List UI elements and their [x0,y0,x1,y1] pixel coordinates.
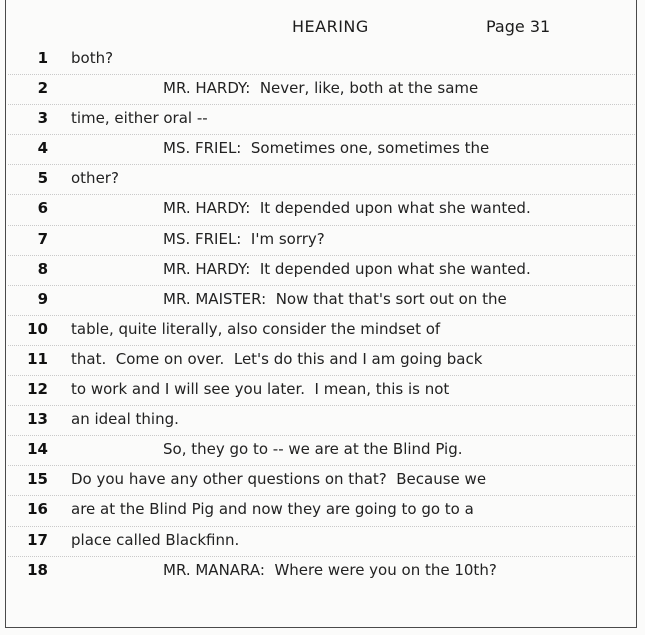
line-text: Do you have any other questions on that? Because we [71,470,487,489]
line-text: So, they go to -- we are at the Blind Pig. [163,440,463,459]
transcript-line-2 [0,76,645,106]
line-number: 11 [27,349,48,368]
line-number: 14 [27,440,48,459]
line-text: MR. MAISTER: Now that that's sort out on the [163,289,507,308]
line-text: to work and I will see you later. I mean, this is not [71,380,450,399]
line-text: table, quite literally, also consider the mindset of [71,319,441,338]
transcript-line-5 [0,166,645,196]
transcript-line-12 [0,377,645,407]
page-header [0,7,645,35]
line-number: 17 [27,530,48,549]
line-number: 8 [37,259,48,278]
transcript-line-11 [0,347,645,377]
line-number: 13 [27,410,48,429]
line-number: 5 [37,169,48,188]
line-number: 10 [27,319,48,338]
line-text: that. Come on over. Let's do this and I am going back [71,349,483,368]
transcript-line-4 [0,136,645,166]
transcript-line-3 [0,106,645,136]
line-text: MS. FRIEL: Sometimes one, sometimes the [163,139,490,158]
line-number: 18 [27,560,48,579]
line-text: place called Blackfinn. [71,530,240,549]
line-text: MS. FRIEL: I'm sorry? [163,229,325,248]
line-number: 3 [37,109,48,128]
line-number: 15 [27,470,48,489]
line-text: MR. HARDY: Never, like, both at the same [163,79,479,98]
transcript-line-1 [0,46,645,76]
transcript-line-17 [0,528,645,558]
page-title: HEARING [292,17,369,36]
transcript-line-10 [0,317,645,347]
line-number: 12 [27,380,48,399]
line-number: 9 [37,289,48,308]
line-text: MR. MANARA: Where were you on the 10th? [163,560,497,579]
transcript-line-16 [0,497,645,527]
line-number: 4 [37,139,48,158]
line-text: MR. HARDY: It depended upon what she wanted. [163,199,531,218]
transcript-line-15 [0,467,645,497]
transcript-line-9 [0,287,645,317]
line-text: are at the Blind Pig and now they are going to go to a [71,500,474,519]
transcript-line-7 [0,227,645,257]
line-text: both? [71,49,114,67]
transcript-line-6 [0,196,645,226]
transcript-lines [0,46,645,588]
line-text: time, either oral -- [71,109,208,128]
transcript-line-14 [0,437,645,467]
transcript-line-18 [0,558,645,588]
line-text: an ideal thing. [71,410,179,429]
line-number: 16 [27,500,48,519]
line-number: 1 [37,49,48,67]
line-number: 7 [37,229,48,248]
line-text: MR. HARDY: It depended upon what she wanted. [163,259,531,278]
line-number: 6 [37,199,48,218]
transcript-line-13 [0,407,645,437]
transcript-line-8 [0,257,645,287]
line-number: 2 [37,79,48,98]
page-number-label: Page 31 [486,17,551,36]
line-text: other? [71,169,119,188]
